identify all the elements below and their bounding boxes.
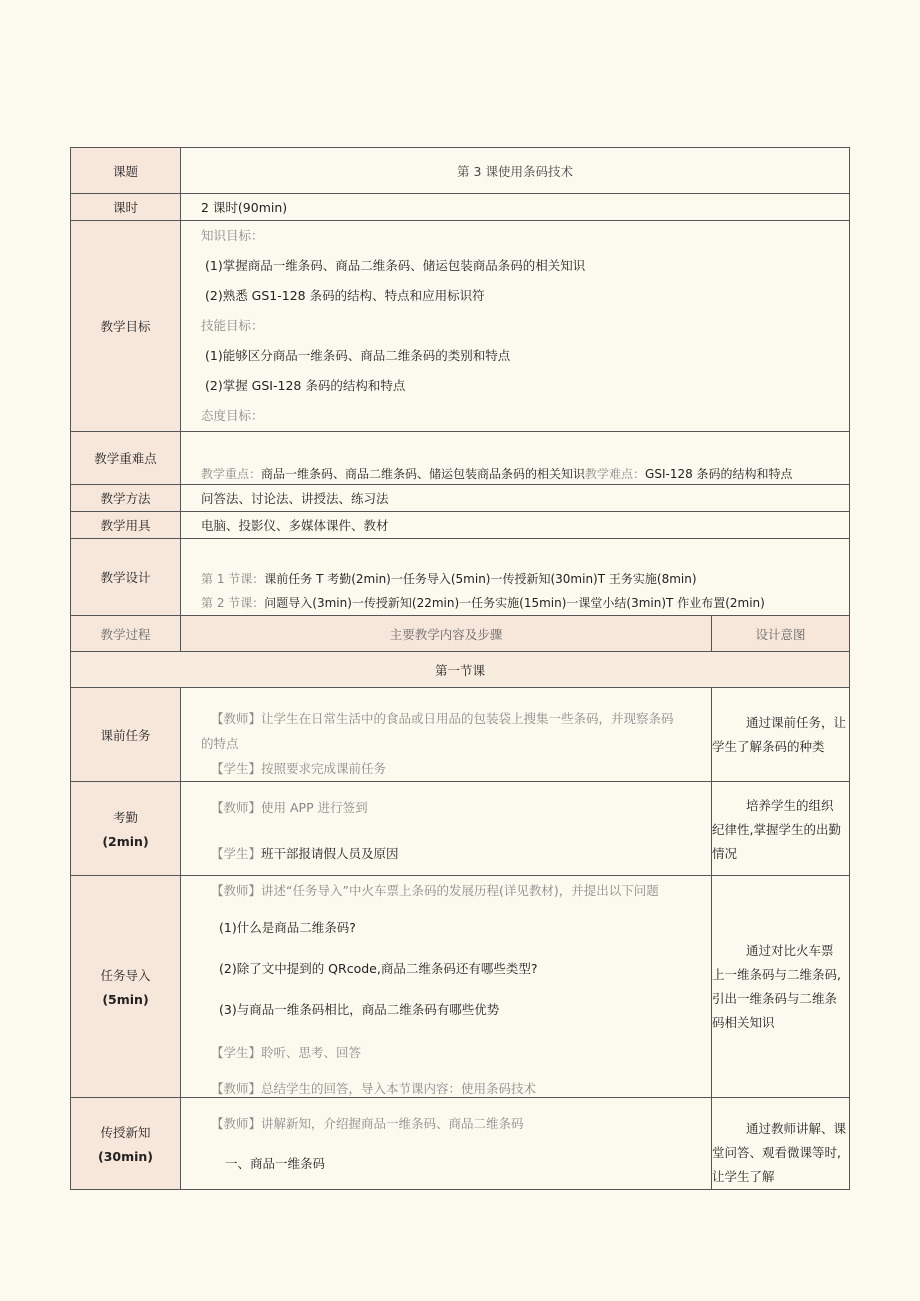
intent-line: 引出一维条码与二维条: [712, 990, 838, 1006]
newknow-intent: [712, 1098, 850, 1190]
intro-teacher-line: [211, 880, 711, 902]
objectives-content: [181, 221, 850, 432]
objectives-label: 教学目标: [71, 221, 181, 432]
pretask-label: 课前任务: [71, 688, 181, 782]
intro-content: [181, 876, 712, 1098]
intent-line: 码相关知识: [712, 1014, 775, 1030]
attendance-content: [181, 782, 712, 876]
lesson-title: 第 3 课使用条码技术: [181, 148, 850, 194]
intro-teacher-text-2: 总结学生的回答，导入本节课内容：使用条码技术: [261, 1081, 537, 1096]
newknow-row: [71, 1098, 850, 1190]
intent-line: 通过教师讲解、课: [746, 1121, 847, 1136]
process-header-col3: 设计意图: [712, 616, 850, 652]
newknow-content: [181, 1098, 712, 1190]
methods-value: 问答法、讨论法、讲授法、练习法: [181, 485, 850, 512]
methods-label: 教学方法: [71, 485, 181, 512]
intent-line: 情况: [712, 846, 738, 861]
pretask-student-text: 按照要求完成课前任务: [261, 761, 387, 776]
intro-student-line: [211, 1043, 711, 1061]
topic-row: [71, 148, 850, 194]
attendance-teacher-line: [211, 798, 711, 816]
intro-label: 任务导入: [100, 968, 151, 983]
student-tag: 【学生】: [211, 761, 262, 776]
intent-line: 让学生了解: [712, 1169, 775, 1184]
teacher-tag: 【教师】: [211, 711, 262, 726]
intent-line: 学生了解条码的种类: [712, 738, 825, 754]
teacher-tag: 【教师】: [211, 800, 262, 815]
skill-item: (1)能够区分商品一维条码、商品二维条码的类别和特点: [205, 348, 511, 363]
intent-line: 通过课前任务，让: [746, 714, 847, 730]
teacher-tag: 【教师】: [211, 1116, 262, 1131]
attendance-label-cell: [71, 782, 181, 876]
pretask-intent: [712, 688, 850, 782]
section-row: [71, 652, 850, 688]
intro-row: [71, 876, 850, 1098]
keypoints-content: [181, 432, 850, 485]
tools-row: [71, 512, 850, 539]
pretask-teacher-line: [201, 706, 711, 731]
pretask-content: [181, 688, 712, 782]
newknow-label: 传授新知: [100, 1125, 151, 1140]
attendance-row: [71, 782, 850, 876]
pretask-teacher-text: 让学生在日常生活中的食品或日用品的包装袋上搜集一些条码，并现察条码: [261, 711, 674, 726]
tools-value: 电脑、投影仪、多媒体课件、教材: [181, 512, 850, 539]
lesson-plan-table: [70, 147, 850, 1190]
intro-question: (1)什么是商品二维条码?: [219, 920, 356, 935]
intro-time: (5min): [102, 992, 149, 1007]
intent-line: 纪律性,掌握学生的出勤: [712, 822, 841, 837]
hours-value: 2 课时(90min): [181, 194, 850, 221]
student-tag: 【学生】: [211, 846, 262, 861]
process-header-col1: 教学过程: [71, 616, 181, 652]
intent-line: 上一维条码与二维条码,: [712, 966, 841, 982]
keypoints-row: [71, 432, 850, 485]
attendance-student-text: 班干部报请假人员及原因: [261, 846, 399, 861]
hours-row: [71, 194, 850, 221]
design-2-heading: 第 2 节课：: [201, 596, 265, 610]
attitude-heading: 态度目标：: [201, 408, 264, 423]
intro-question: (2)除了文中提到的 QRcode,商品二维条码还有哪些类型?: [219, 961, 538, 976]
keypoints-label: 教学重难点: [71, 432, 181, 485]
methods-row: [71, 485, 850, 512]
difficulty-text: GSI-128 条码的结构和特点: [645, 467, 793, 481]
process-header-row: [71, 616, 850, 652]
section-title: 第一节课: [71, 652, 850, 688]
keypoint-text: 商品一维条码、商品二维条码、储运包装商品条码的相关知识: [261, 467, 586, 481]
design-1-heading: 第 1 节课：: [201, 572, 265, 586]
topic-label: 课题: [71, 148, 181, 194]
newknow-teacher-text: 讲解新知，介绍握商品一维条码、商品二维条码: [261, 1116, 524, 1131]
attendance-intent: [712, 782, 850, 876]
tools-label: 教学用具: [71, 512, 181, 539]
intro-intent: [712, 876, 850, 1098]
pretask-student-line: [201, 756, 711, 781]
intro-question: (3)与商品一维条码相比，商品二维条码有哪些优势: [219, 1002, 500, 1017]
design-label: 教学设计: [71, 539, 181, 616]
attendance-teacher-text: 使用 APP 进行签到: [261, 800, 368, 815]
intro-label-cell: [71, 876, 181, 1098]
keypoint-heading: 教学重点：: [201, 467, 262, 481]
design-line-2: [201, 591, 849, 615]
knowledge-heading: 知识目标：: [201, 228, 264, 243]
pretask-row: [71, 688, 850, 782]
newknow-point: 一、商品一维条码: [225, 1156, 326, 1171]
attendance-label: 考勤: [112, 810, 138, 825]
attendance-student-line: [211, 844, 711, 862]
skill-heading: 技能目标：: [201, 318, 264, 333]
intro-teacher-line-2: [211, 1079, 711, 1097]
design-2-text: 问题导入(3min)一传授新知(22min)一任务实施(15min)一课堂小结(3min)T 作业布置(2min): [264, 596, 765, 610]
design-content: [181, 539, 850, 616]
design-row: [71, 539, 850, 616]
teacher-tag: 【教师】: [211, 1081, 262, 1096]
difficulty-heading: 教学难点：: [585, 467, 646, 481]
teacher-tag: 【教师】: [211, 883, 262, 898]
newknow-teacher-line: [211, 1114, 711, 1132]
newknow-label-cell: [71, 1098, 181, 1190]
attendance-time: (2min): [102, 834, 149, 849]
knowledge-item: (2)熟悉 GS1-128 条码的结构、特点和应用标识符: [205, 288, 485, 303]
design-1-text: 课前任务 T 考勤(2min)一任务导入(5min)一传授新知(30min)T 王务实施(8min): [264, 572, 697, 586]
student-tag: 【学生】: [211, 1045, 262, 1060]
intro-teacher-text: 讲述“任务导入”中火车票上条码的发展历程(详见教材)，并提出以下问题: [261, 883, 659, 898]
hours-label: 课时: [71, 194, 181, 221]
pretask-teacher-text-2: 的特点: [201, 736, 239, 751]
skill-item: (2)掌握 GSI-128 条码的结构和特点: [205, 378, 406, 393]
design-line-1: [201, 567, 849, 591]
newknow-time: (30min): [97, 1149, 154, 1164]
intent-line: 堂问答、观看微课等时,: [712, 1145, 841, 1160]
intent-line: 培养学生的组织: [746, 798, 834, 813]
process-header-col2: 主要教学内容及步骤: [181, 616, 712, 652]
knowledge-item: (1)掌握商品一维条码、商品二维条码、储运包装商品条码的相关知识: [205, 258, 586, 273]
intent-line: 通过对比火车票: [746, 942, 834, 958]
intro-student-text: 聆听、思考、回答: [261, 1045, 362, 1060]
objectives-row: [71, 221, 850, 432]
